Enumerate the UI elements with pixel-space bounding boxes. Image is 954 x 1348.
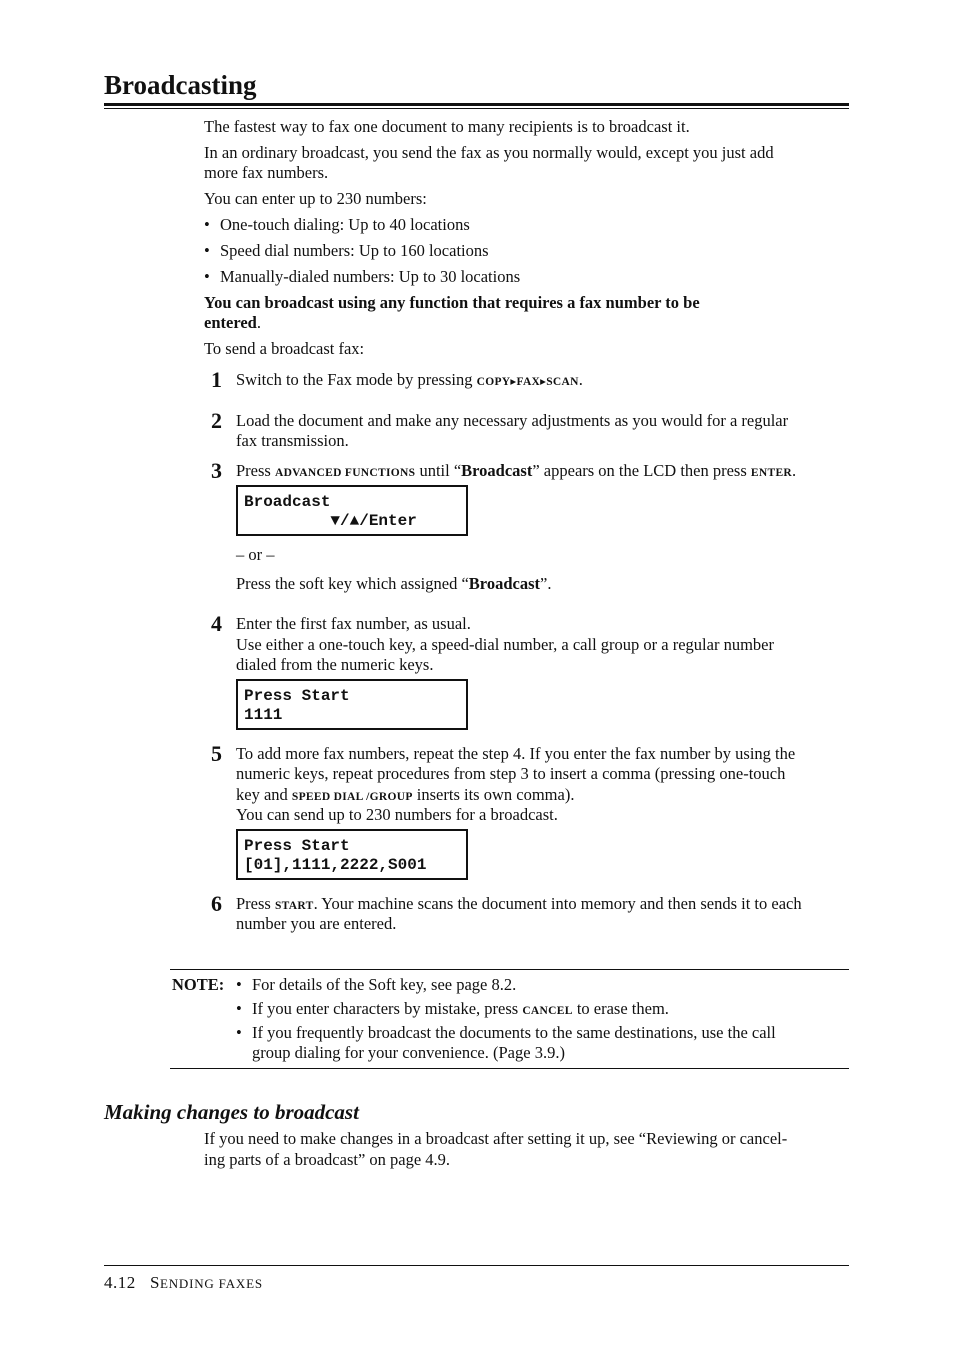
- intro-paragraph-3: You can enter up to 230 numbers:: [204, 189, 427, 208]
- step-6-line-1: Press START. Your machine scans the document into memory and then sends it to each: [236, 894, 802, 913]
- note-bottom-rule: [170, 1068, 849, 1069]
- advanced-functions-key: ADVANCED FUNCTIONS: [274, 467, 416, 479]
- instruction-intro: To send a broadcast fax:: [204, 339, 365, 358]
- start-key: START: [274, 900, 314, 912]
- or-separator: – or –: [236, 545, 275, 564]
- speed-dial-group-key: SPEED DIAL /GROUP: [291, 791, 413, 803]
- cancel-key: CANCEL: [522, 1005, 573, 1017]
- enter-key: ENTER: [750, 467, 793, 479]
- page-title: Broadcasting: [104, 70, 257, 100]
- chapter-title-cap: S: [150, 1273, 160, 1292]
- step-4-line-2: Use either a one-touch key, a speed-dial number, a call group or a regular number: [236, 635, 774, 654]
- note-label: NOTE:: [172, 975, 225, 994]
- step-number-2: 2: [211, 408, 222, 433]
- bold-statement-line-1: You can broadcast using any function that requires a fax number to be: [204, 293, 700, 312]
- step-number-4: 4: [211, 611, 222, 636]
- step-5-line-3: key and SPEED DIAL /GROUP inserts its own comma).: [236, 785, 575, 804]
- section-text-line-1: If you need to make changes in a broadcast after setting it up, see “Reviewing or cancel-: [204, 1129, 788, 1148]
- section-text-line-2: ing parts of a broadcast” on page 4.9.: [204, 1150, 451, 1169]
- arrow-right-icon: ▸: [510, 376, 517, 388]
- bullet-icon: •: [236, 1023, 242, 1042]
- fax-key: FAX: [516, 376, 541, 388]
- footer: [104, 1272, 263, 1295]
- arrow-right-icon: ▸: [540, 376, 547, 388]
- step-4-line-3: dialed from the numeric keys.: [236, 655, 434, 674]
- step-5-line-4: You can send up to 230 numbers for a broadcast.: [236, 805, 558, 824]
- note-top-rule: [170, 969, 849, 970]
- intro-paragraph-2-line-1: In an ordinary broadcast, you send the fax as you normally would, except you just add: [204, 143, 774, 162]
- bullet-icon: •: [204, 215, 210, 234]
- step-number-6: 6: [211, 891, 222, 916]
- step-5-line-2: numeric keys, repeat procedures from step 3 to insert a comma (pressing one-touch: [236, 764, 786, 783]
- footer-rule: [104, 1265, 849, 1266]
- step-number-5: 5: [211, 741, 222, 766]
- step-3-text: Press ADVANCED FUNCTIONS until “Broadcast” appears on the LCD then press ENTER.: [236, 461, 797, 480]
- scan-key: SCAN: [546, 376, 579, 388]
- bullet-icon: •: [236, 975, 242, 994]
- bullet-icon: •: [204, 241, 210, 260]
- bullet-icon: •: [204, 267, 210, 286]
- lcd-display-numbers: Press Start [01],1111,2222,S001: [236, 829, 468, 880]
- step-2-line-1: Load the document and make any necessary adjustments as you would for a regular: [236, 411, 789, 430]
- bold-statement-line-2: entered.: [204, 313, 261, 332]
- title-rule-thin: [104, 108, 849, 109]
- step-3-alternative: Press the soft key which assigned “Broadcast”.: [236, 574, 552, 593]
- lcd-display-press-start: Press Start 1111: [236, 679, 468, 730]
- page-number: 4.12: [104, 1273, 136, 1292]
- step-4-line-1: Enter the first fax number, as usual.: [236, 614, 471, 633]
- step-5-line-1: To add more fax numbers, repeat the step 4. If you enter the fax number by using the: [236, 744, 796, 763]
- step-number-3: 3: [211, 458, 222, 483]
- step-number-1: 1: [211, 367, 222, 392]
- bullet-icon: •: [236, 999, 242, 1018]
- title-rule-thick: [104, 103, 849, 106]
- chapter-title-rest: ENDING FAXES: [159, 1276, 263, 1291]
- step-1-text: Switch to the Fax mode by pressing COPY▸FAX▸SCAN.: [236, 370, 583, 389]
- step-6-line-2: number you are entered.: [236, 914, 397, 933]
- copy-key: COPY: [476, 376, 511, 388]
- lcd-display-broadcast: Broadcast ▼/▲/Enter: [236, 485, 468, 536]
- section-heading: Making changes to broadcast: [104, 1100, 359, 1124]
- intro-paragraph-1: The fastest way to fax one document to many recipients is to broadcast it.: [204, 117, 690, 136]
- note-item-3-line-2: group dialing for your convenience. (Page 3.9.): [252, 1043, 565, 1062]
- intro-paragraph-2-line-2: more fax numbers.: [204, 163, 329, 182]
- step-2-line-2: fax transmission.: [236, 431, 349, 450]
